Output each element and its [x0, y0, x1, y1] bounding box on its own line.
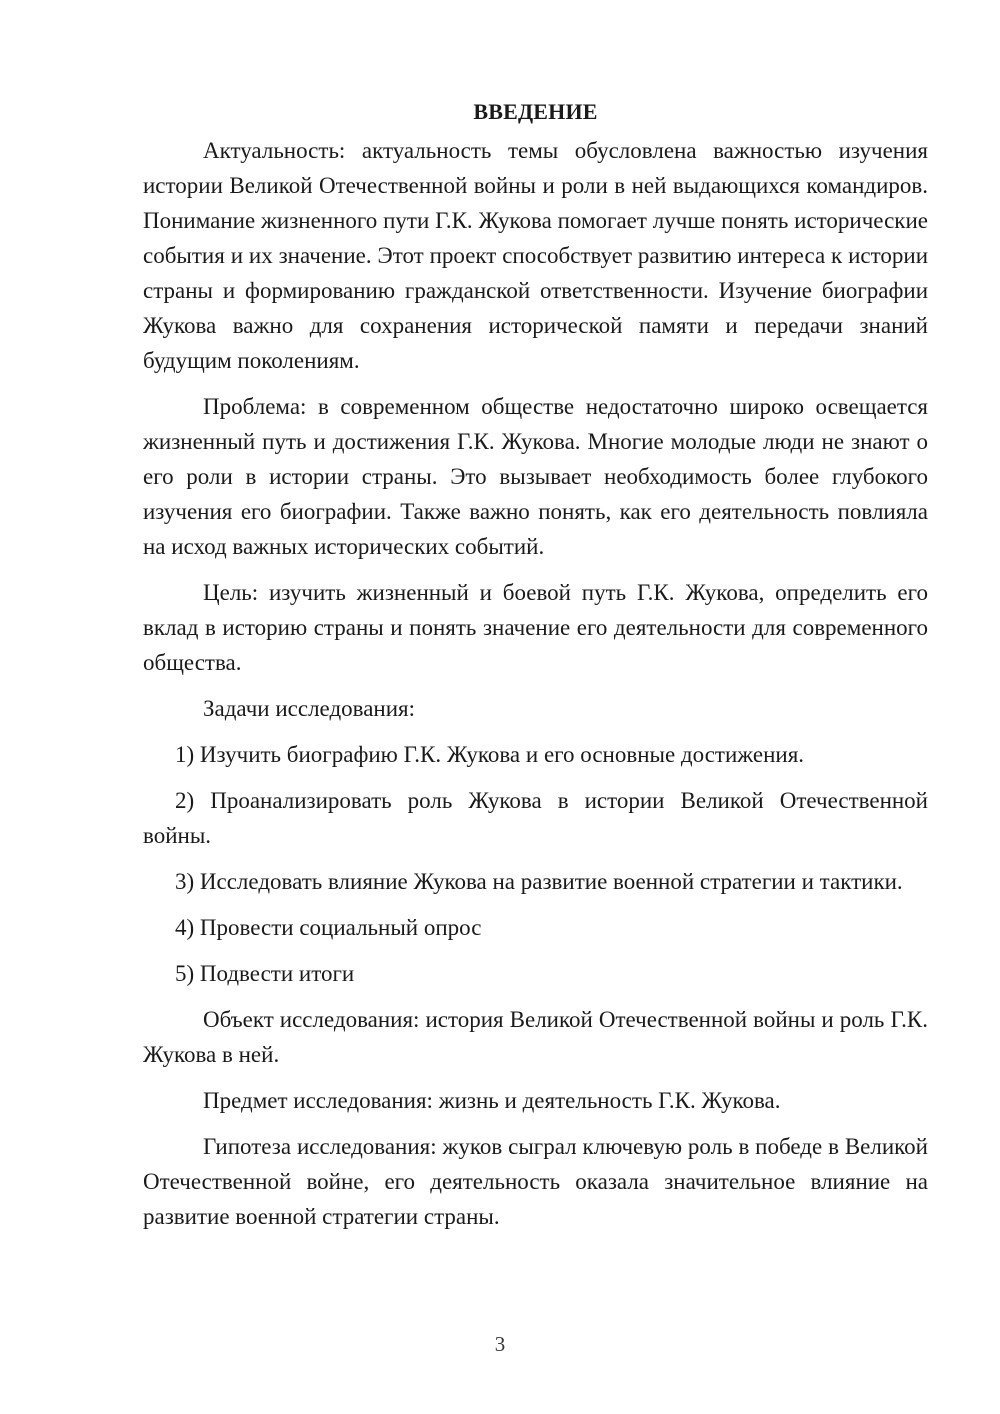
- object-paragraph: Объект исследования: история Великой Отечественной войны и роль Г.К. Жукова в ней.: [143, 1007, 928, 1067]
- goal-paragraph: Цель: изучить жизненный и боевой путь Г.К. Жукова, определить его вклад в историю страны и понять значение его деятельности для современного общества.: [143, 580, 928, 675]
- hypothesis-paragraph: Гипотеза исследования: жуков сыграл ключевую роль в победе в Великой Отечественной войне, его деятельность оказала значительное влияние на развитие военной стратегии страны.: [143, 1134, 928, 1229]
- task-item: 5) Подвести итоги: [175, 961, 355, 986]
- tasks-heading: Задачи исследования:: [203, 696, 416, 721]
- tasks-list: [143, 737, 928, 991]
- task-item: 3) Исследовать влияние Жукова на развитие военной стратегии и тактики.: [175, 869, 903, 894]
- task-item: 4) Провести социальный опрос: [175, 915, 482, 940]
- section-title: ВВЕДЕНИЕ: [473, 99, 598, 124]
- page-number: 3: [494, 1332, 506, 1356]
- task-item: 1) Изучить биографию Г.К. Жукова и его основные достижения.: [175, 742, 805, 767]
- subject-paragraph: Предмет исследования: жизнь и деятельность Г.К. Жукова.: [203, 1088, 781, 1113]
- relevance-paragraph: Актуальность: актуальность темы обусловлена важностью изучения истории Великой Отечественной войны и роли в ней выдающихся командиров. Понимание жизненного пути Г.К. Жукова помогает лучше понять исторические события и их значение. Этот проект способствует развитию интереса к истории страны и формированию гражданской ответственности. Изучение биографии Жукова важно для сохранения исторической памяти и передачи знаний будущим поколениям.: [143, 138, 928, 373]
- task-item: 2) Проанализировать роль Жукова в истории Великой Отечественной войны.: [143, 788, 928, 848]
- problem-paragraph: Проблема: в современном обществе недостаточно широко освещается жизненный путь и достижения Г.К. Жукова. Многие молодые люди не знают о его роли в истории страны. Это вызывает необходимость более глубокого изучения его биографии. Также важно понять, как его деятельность повлияла на исход важных исторических событий.: [143, 394, 928, 559]
- document-page: [143, 94, 928, 1234]
